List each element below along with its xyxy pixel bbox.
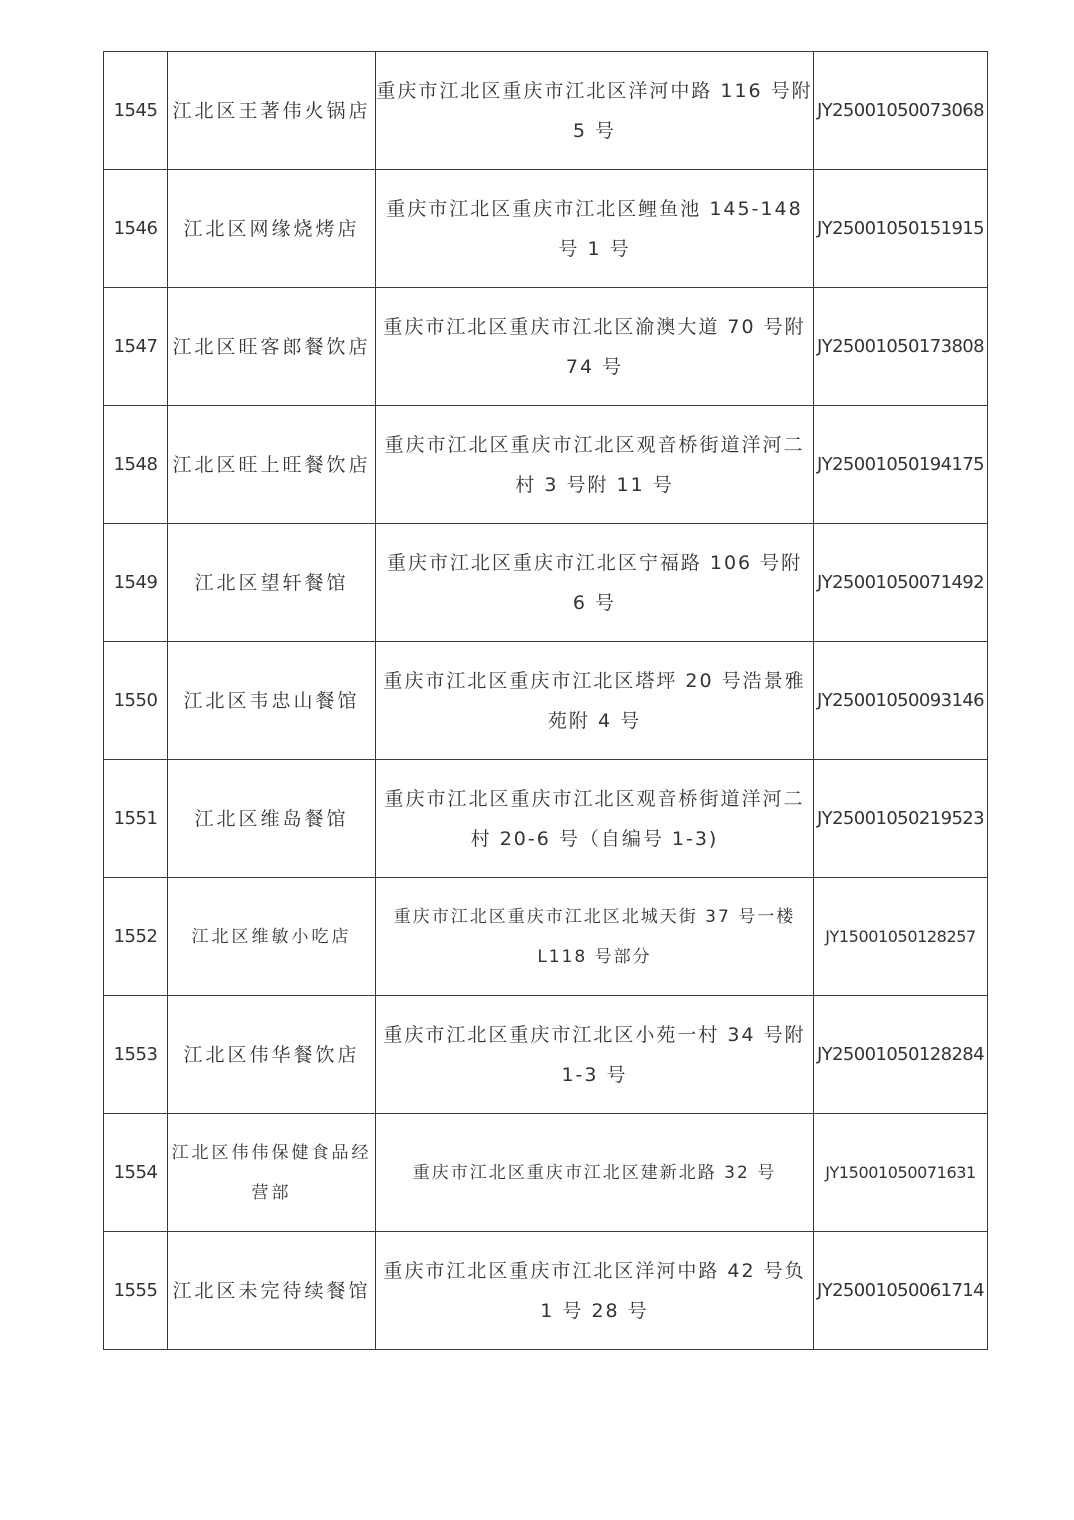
license-number: JY25001050061714 <box>814 1232 988 1350</box>
business-address: 重庆市江北区重庆市江北区洋河中路 116 号附 5 号 <box>376 52 814 170</box>
row-number: 1553 <box>104 996 168 1114</box>
row-number: 1545 <box>104 52 168 170</box>
license-number: JY25001050151915 <box>814 170 988 288</box>
business-name: 江北区未完待续餐馆 <box>168 1232 376 1350</box>
row-number: 1554 <box>104 1114 168 1232</box>
license-number: JY25001050194175 <box>814 406 988 524</box>
business-name: 江北区维岛餐馆 <box>168 760 376 878</box>
business-name: 江北区维敏小吃店 <box>168 878 376 996</box>
business-address: 重庆市江北区重庆市江北区鲤鱼池 145-148 号 1 号 <box>376 170 814 288</box>
row-number: 1546 <box>104 170 168 288</box>
table-row <box>104 52 988 170</box>
business-name: 江北区伟伟保健食品经营部 <box>168 1114 376 1232</box>
business-name: 江北区韦忠山餐馆 <box>168 642 376 760</box>
table-row <box>104 524 988 642</box>
business-name: 江北区旺客郎餐饮店 <box>168 288 376 406</box>
license-number: JY15001050071631 <box>814 1114 988 1232</box>
row-number: 1550 <box>104 642 168 760</box>
table-row <box>104 1114 988 1232</box>
row-number: 1551 <box>104 760 168 878</box>
business-address: 重庆市江北区重庆市江北区洋河中路 42 号负 1 号 28 号 <box>376 1232 814 1350</box>
license-number: JY25001050073068 <box>814 52 988 170</box>
license-number: JY15001050128257 <box>814 878 988 996</box>
business-name: 江北区网缘烧烤店 <box>168 170 376 288</box>
business-address: 重庆市江北区重庆市江北区北城天街 37 号一楼 L118 号部分 <box>376 878 814 996</box>
business-name: 江北区王著伟火锅店 <box>168 52 376 170</box>
business-name: 江北区望轩餐馆 <box>168 524 376 642</box>
business-address: 重庆市江北区重庆市江北区塔坪 20 号浩景雅苑附 4 号 <box>376 642 814 760</box>
table-row <box>104 406 988 524</box>
table-row <box>104 1232 988 1350</box>
business-license-table <box>103 51 988 1350</box>
business-address: 重庆市江北区重庆市江北区渝澳大道 70 号附 74 号 <box>376 288 814 406</box>
table-row <box>104 878 988 996</box>
license-number: JY25001050219523 <box>814 760 988 878</box>
license-number: JY25001050128284 <box>814 996 988 1114</box>
row-number: 1549 <box>104 524 168 642</box>
table-row <box>104 170 988 288</box>
business-name: 江北区旺上旺餐饮店 <box>168 406 376 524</box>
table-row <box>104 642 988 760</box>
business-address: 重庆市江北区重庆市江北区宁福路 106 号附 6 号 <box>376 524 814 642</box>
table-row <box>104 760 988 878</box>
business-name: 江北区伟华餐饮店 <box>168 996 376 1114</box>
row-number: 1547 <box>104 288 168 406</box>
business-address: 重庆市江北区重庆市江北区观音桥街道洋河二村 20-6 号（自编号 1-3) <box>376 760 814 878</box>
row-number: 1552 <box>104 878 168 996</box>
business-address: 重庆市江北区重庆市江北区小苑一村 34 号附 1-3 号 <box>376 996 814 1114</box>
table-row <box>104 996 988 1114</box>
license-number: JY25001050071492 <box>814 524 988 642</box>
license-number: JY25001050093146 <box>814 642 988 760</box>
row-number: 1548 <box>104 406 168 524</box>
table-row <box>104 288 988 406</box>
license-number: JY25001050173808 <box>814 288 988 406</box>
business-address: 重庆市江北区重庆市江北区建新北路 32 号 <box>376 1114 814 1232</box>
row-number: 1555 <box>104 1232 168 1350</box>
business-address: 重庆市江北区重庆市江北区观音桥街道洋河二村 3 号附 11 号 <box>376 406 814 524</box>
